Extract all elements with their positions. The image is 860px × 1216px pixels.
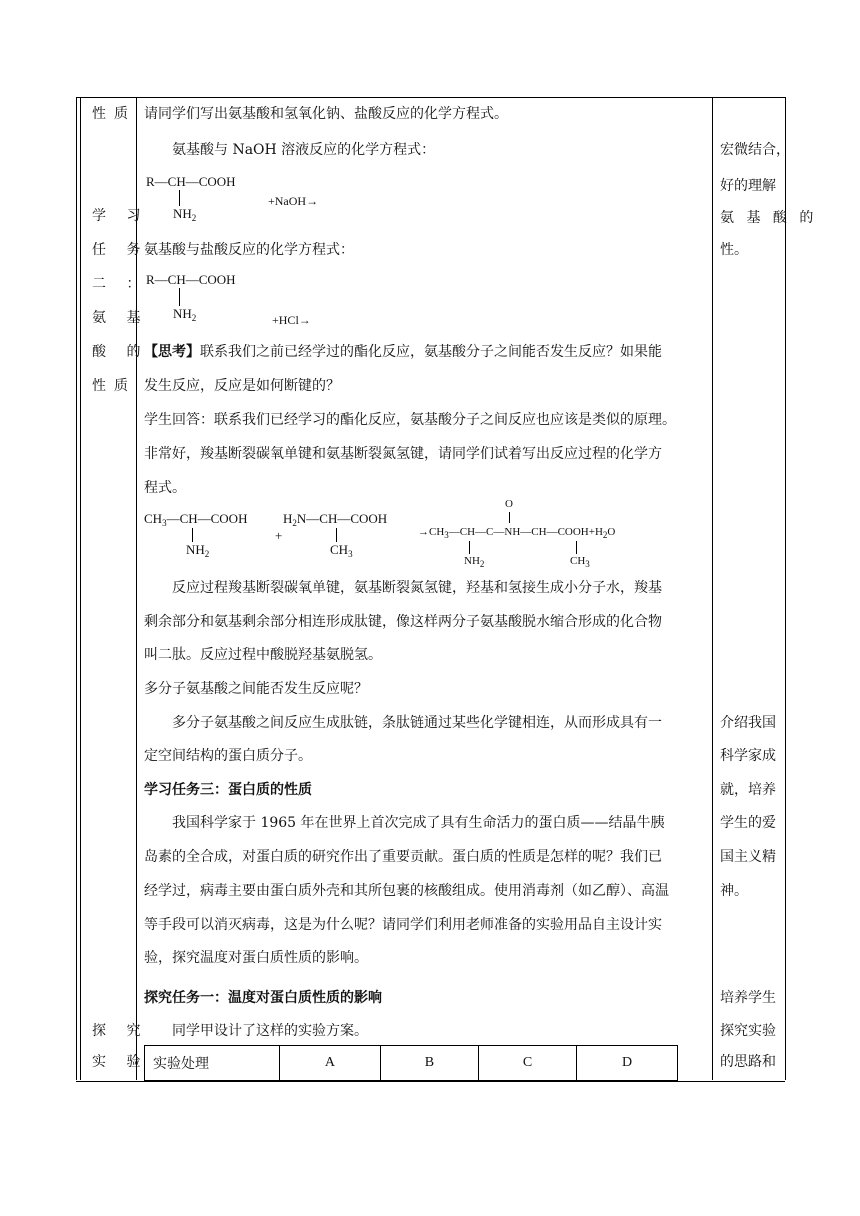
right-note-a3: 氨 基 酸 的 [720,210,818,226]
left-label-1: 性质 [92,106,136,122]
task3-heading: 学习任务三：蛋白质的性质 [144,782,312,798]
right-note-b6: 神。 [720,883,748,899]
table-header-cell: 实验处理 [145,1046,280,1081]
bond-line [179,190,180,206]
reaction-desc-1: 反应过程羧基断裂碳氧单键，氨基断裂氮氢键，羟基和氢接生成小分子水，羧基 [172,580,662,596]
explore-heading: 探究任务一：温度对蛋白质性质的影响 [144,990,382,1006]
answer-line-2: 非常好，羧基断裂碳氧单键和氨基断裂氮氢键，请同学们试着写出反应过程的化学方 [144,446,662,462]
right-note-b1: 介绍我国 [720,715,776,731]
science-para-3: 经学过，病毒主要由蛋白质外壳和其所包裹的核酸组成。使用消毒剂（如乙醇）、高温 [144,883,669,899]
table-border-left-inner [80,97,81,1080]
left-label-2: 学 习 [92,208,149,224]
amino-acid-formula-hcl: R—CH—COOH [146,272,236,287]
table-row [145,1046,678,1081]
right-note-c3: 的思路和 [720,1054,776,1070]
naoh-equation-label: 氨基酸与 NaOH 溶液反应的化学方程式： [172,142,436,158]
left-label-8: 探 究 [92,1023,149,1039]
table-col-a: A [280,1046,381,1081]
amino-acid-formula-naoh [146,174,236,190]
bond-line-2 [179,288,180,306]
science-para-5: 验，探究温度对蛋白质性质的影响。 [144,950,368,966]
hcl-equation-label: 氨基酸与盐酸反应的化学方程式： [144,242,354,258]
right-note-a2: 好的理解 [720,178,776,194]
right-note-c2: 探究实验 [720,1023,776,1039]
left-label-9: 实 验 [92,1054,149,1070]
table-col-c: C [478,1046,576,1081]
right-note-b3: 就，培养 [720,782,776,798]
right-note-c1: 培养学生 [720,990,776,1006]
right-note-b5: 国主义精 [720,849,776,865]
reaction-desc-3: 叫二肽。反应过程中酸脱羟基氨脱氢。 [144,647,382,663]
science-para-4: 等手段可以消灭病毒，这是为什么呢？请同学们利用老师准备的实验用品自主设计实 [144,917,662,933]
left-label-5: 氨 基 [92,310,149,326]
science-para-2: 岛素的全合成，对蛋白质的研究作出了重要贡献。蛋白质的性质是怎样的呢？我们已 [144,849,662,865]
left-label-7: 性质 [92,378,136,394]
naoh-reagent: +NaOH→ [268,194,319,208]
formula-nh2-2: $NH_2$ [173,306,197,323]
formula-nh2: $NH_2$ [173,206,197,223]
multi-desc-1: 多分子氨基酸之间反应生成肽链，条肽链通过某些化学键相连，从而形成具有一 [172,715,662,731]
left-label-6: 酸 的 [92,344,149,360]
left-label-3: 任 务 [92,242,149,258]
question-multi: 多分子氨基酸之间能否发生反应呢？ [144,681,368,697]
column-divider-2 [712,97,713,1080]
answer-line-3: 程式。 [144,480,186,496]
multi-desc-2: 定空间结构的蛋白质分子。 [144,748,312,764]
paragraph-intro: 请同学们写出氨基酸和氢氧化钠、盐酸反应的化学方程式。 [144,106,508,122]
think-label: 【思考】 [144,344,200,360]
think-paragraph-2: 发生反应，反应是如何断键的？ [144,378,340,394]
think-paragraph-1: 【思考】联系我们之前已经学过的酯化反应，氨基酸分子之间能否发生反应？如果能 [144,344,662,360]
left-label-4: 二 ： [92,276,149,292]
table-col-d: D [577,1046,678,1081]
table-col-b: B [380,1046,478,1081]
explore-intro: 同学甲设计了这样的实验方案。 [172,1023,368,1039]
answer-line-1: 学生回答：联系我们已经学习的酯化反应，氨基酸分子之间反应也应该是类似的原理。 [144,412,676,428]
hcl-reagent: +HCl→ [272,313,311,327]
reaction-desc-2: 剩余部分和氨基剩余部分相连形成肽键，像这样两分子氨基酸脱水缩合形成的化合物 [144,614,662,630]
experiment-table [144,1045,678,1081]
right-note-a1: 宏微结合， [720,142,790,158]
formula-r-chain: R—CH—COOH [146,174,236,189]
table-border-left [76,97,77,1080]
right-note-b4: 学生的爱 [720,815,776,831]
right-note-b2: 科学家成 [720,748,776,764]
science-para-1: 我国科学家于 1965 年在世界上首次完成了具有生命活力的蛋白质——结晶牛胰 [172,815,665,831]
right-note-a4: 性。 [720,242,748,258]
